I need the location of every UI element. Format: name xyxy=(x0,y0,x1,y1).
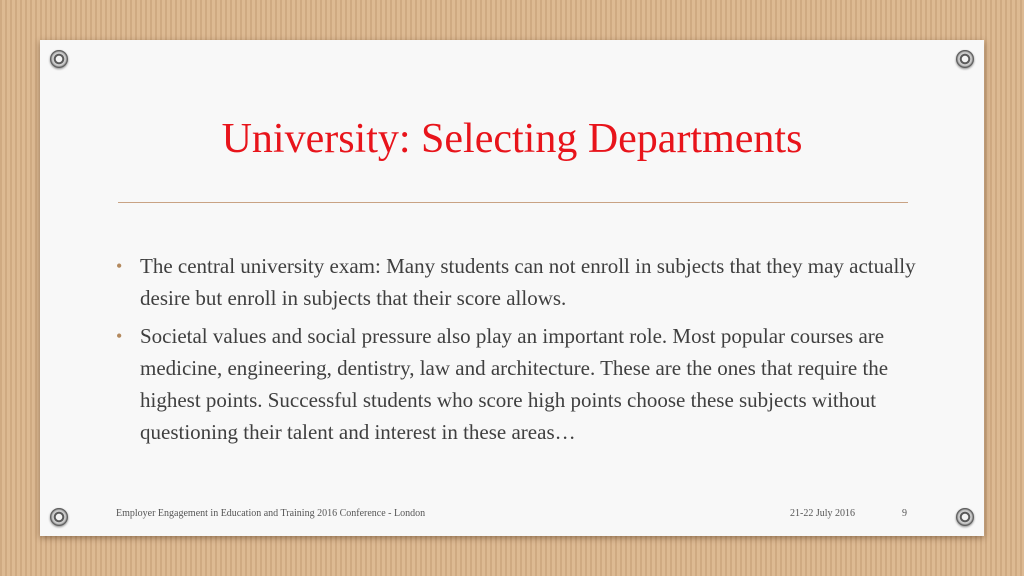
bullet-text: The central university exam: Many students can not enroll in subjects that they may actually desire but enroll in subjects that their score allows. xyxy=(140,254,916,310)
bullet-text: Societal values and social pressure also play an important role. Most popular courses are medicine, engineering, dentistry, law and architecture. These are the ones that require the highest points. Successful students who score high points choose these subjects without questioning their talent and interest in these areas… xyxy=(140,324,889,444)
pushpin-icon xyxy=(956,50,974,68)
title-divider xyxy=(118,202,908,203)
footer-date: 21-22 July 2016 xyxy=(790,508,855,519)
pushpin-icon xyxy=(50,50,68,68)
bullet-list xyxy=(116,250,920,454)
slide xyxy=(40,40,984,536)
bullet-item xyxy=(116,250,920,314)
pushpin-icon xyxy=(956,508,974,526)
bullet-item xyxy=(116,320,920,448)
pushpin-icon xyxy=(50,508,68,526)
slide-title: University: Selecting Departments xyxy=(221,116,803,162)
slide-number: 9 xyxy=(902,508,907,519)
bullet-marker: • xyxy=(116,256,123,276)
footer-conference: Employer Engagement in Education and Training 2016 Conference - London xyxy=(116,508,426,519)
bullet-marker: • xyxy=(116,326,123,346)
